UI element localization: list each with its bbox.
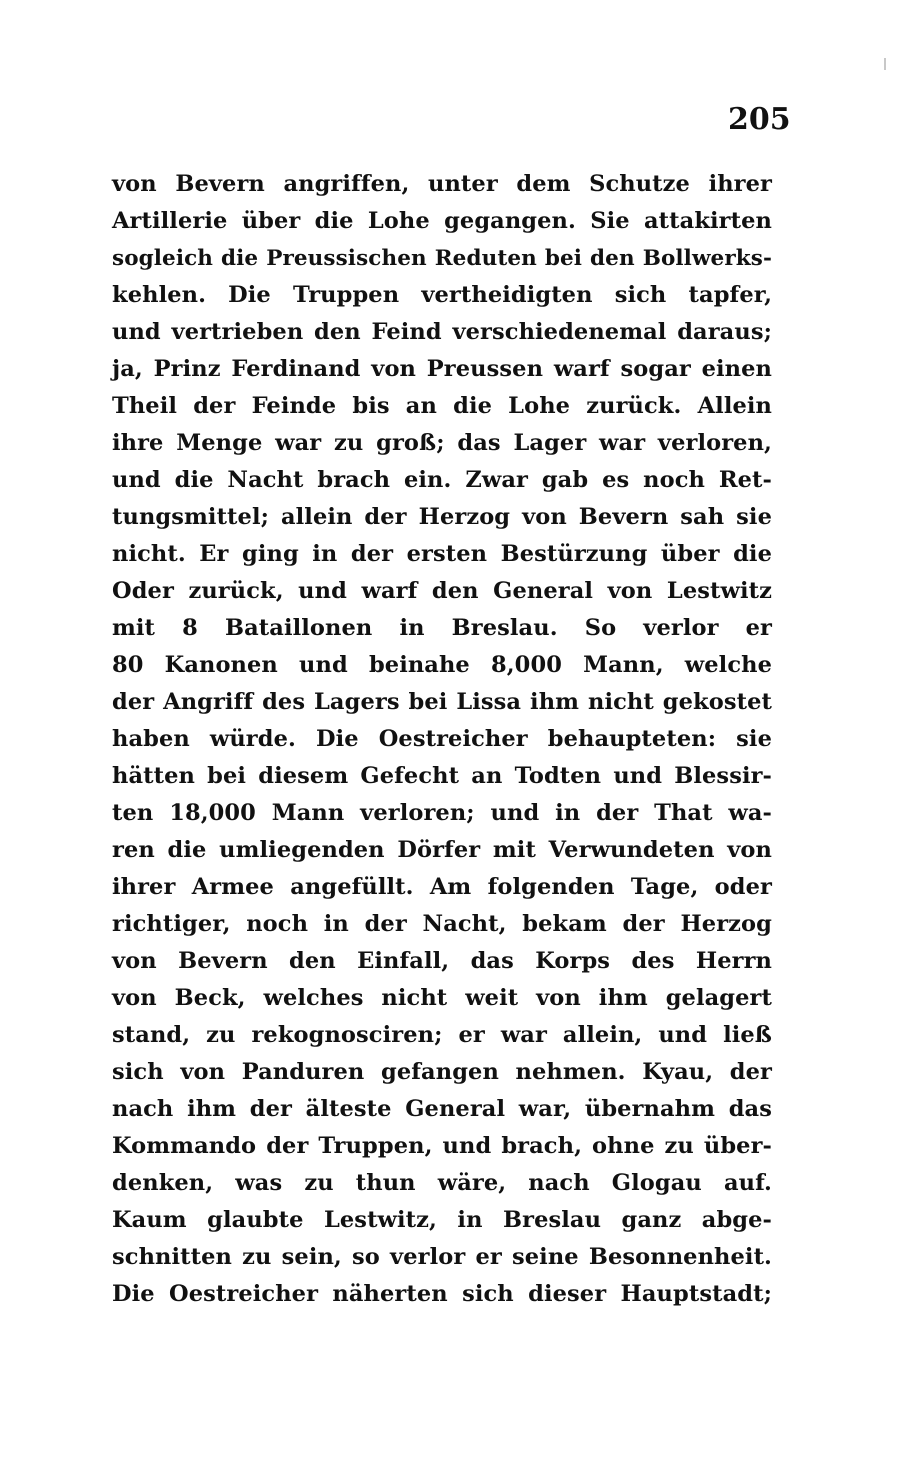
text-line: und vertrieben den Feind verschiedenemal daraus;: [112, 319, 772, 345]
text-line: sich von Panduren gefangen nehmen. Kyau, der: [112, 1059, 772, 1085]
text-line: nach ihm der älteste General war, übernahm das: [112, 1096, 772, 1122]
text-line: ihrer Armee angefüllt. Am folgenden Tage, oder: [112, 874, 772, 900]
text-line: Die Oestreicher näherten sich dieser Hauptstadt;: [112, 1281, 772, 1307]
text-line: von Beck, welches nicht weit von ihm gelagert: [112, 985, 772, 1011]
text-line: 80 Kanonen und beinahe 8,000 Mann, welche: [112, 652, 772, 678]
text-line: nicht. Er ging in der ersten Bestürzung über die: [112, 541, 772, 567]
text-line: ten 18,000 Mann verloren; und in der That wa-: [112, 800, 772, 826]
text-line: Artillerie über die Lohe gegangen. Sie attakirten: [112, 208, 772, 234]
text-line: der Angriff des Lagers bei Lissa ihm nicht gekostet: [112, 689, 772, 715]
text-line: hätten bei diesem Gefecht an Todten und Blessir-: [112, 763, 772, 789]
text-line: Oder zurück, und warf den General von Lestwitz: [112, 578, 772, 604]
text-line: schnitten zu sein, so verlor er seine Besonnenheit.: [112, 1244, 772, 1270]
text-line: Kaum glaubte Lestwitz, in Breslau ganz abge-: [112, 1207, 772, 1233]
text-line: haben würde. Die Oestreicher behaupteten: sie: [112, 726, 772, 752]
text-line: Kommando der Truppen, und brach, ohne zu über-: [112, 1133, 772, 1159]
text-line: mit 8 Bataillonen in Breslau. So verlor er: [112, 615, 772, 641]
text-line: Theil der Feinde bis an die Lohe zurück. Allein: [112, 393, 772, 419]
text-line: ihre Menge war zu groß; das Lager war verloren,: [112, 430, 772, 456]
text-line: richtiger, noch in der Nacht, bekam der Herzog: [112, 911, 772, 937]
page-number: 205: [728, 102, 791, 137]
text-line: stand, zu rekognosciren; er war allein, und ließ: [112, 1022, 772, 1048]
text-line: tungsmittel; allein der Herzog von Bevern sah sie: [112, 504, 772, 530]
text-line: von Bevern angriffen, unter dem Schutze ihrer: [112, 171, 772, 197]
body-text: [112, 166, 772, 1313]
text-line: ja, Prinz Ferdinand von Preussen warf sogar einen: [112, 356, 772, 382]
text-line: und die Nacht brach ein. Zwar gab es noch Ret-: [112, 467, 772, 493]
text-line: sogleich die Preussischen Reduten bei den Bollwerks-: [112, 246, 772, 271]
page-edge-mark: [884, 58, 886, 70]
text-line: denken, was zu thun wäre, nach Glogau auf.: [112, 1170, 772, 1196]
text-line: ren die umliegenden Dörfer mit Verwundeten von: [112, 837, 772, 863]
text-line: von Bevern den Einfall, das Korps des Herrn: [112, 948, 772, 974]
text-line: kehlen. Die Truppen vertheidigten sich tapfer,: [112, 282, 772, 308]
